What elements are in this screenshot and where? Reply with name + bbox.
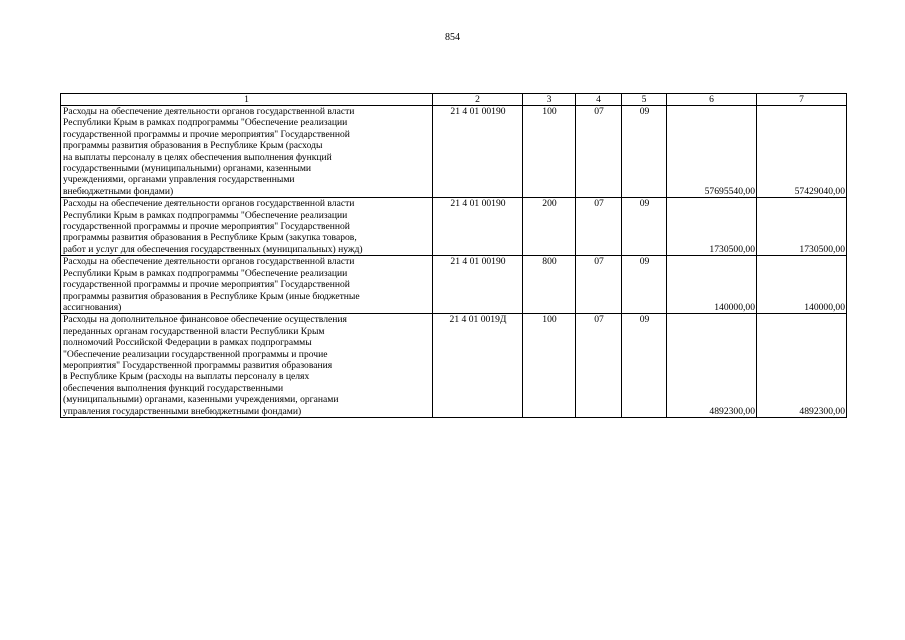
row-code: 21 4 01 00190 [433,256,523,314]
row-col-3: 100 [523,106,576,198]
row-code: 21 4 01 00190 [433,198,523,256]
row-col-3: 800 [523,256,576,314]
description-line: государственной программы и прочие мероприятия" Государственной [63,128,350,140]
row-amount-col-6: 140000,00 [667,256,757,314]
description-line: управления государственными внебюджетными фондами) [63,405,302,417]
description-line: Расходы на обеспечение деятельности органов государственной власти [63,256,355,268]
header-row [61,94,847,106]
header-col-2: 2 [433,94,523,106]
row-code: 21 4 01 00190 [433,106,523,198]
description-line: обеспечения выполнения функций государственными [63,382,284,394]
row-col-5: 09 [622,106,667,198]
description-line: ассигнования) [63,301,122,313]
header-col-6: 6 [667,94,757,106]
row-amount-col-7: 140000,00 [757,256,847,314]
row-col-3: 100 [523,314,576,418]
header-col-4: 4 [576,94,622,106]
description-line: государственной программы и прочие мероприятия" Государственной [63,279,350,291]
description-line: программы развития образования в Республике Крым (расходы [63,140,323,152]
row-col-5: 09 [622,198,667,256]
description-line: на выплаты персоналу в целях обеспечения выполнения функций [63,151,332,163]
row-description [61,256,433,314]
header-col-3: 3 [523,94,576,106]
row-amount-col-7: 1730500,00 [757,198,847,256]
row-col-4: 07 [576,198,622,256]
description-line: Республики Крым в рамках подпрограммы "Обеспечение реализации [63,209,348,221]
header-col-7: 7 [757,94,847,106]
description-line: Республики Крым в рамках подпрограммы "Обеспечение реализации [63,267,348,279]
row-amount-col-7: 57429040,00 [757,106,847,198]
description-line: Расходы на обеспечение деятельности органов государственной власти [63,106,355,117]
row-description [61,314,433,418]
description-line: учреждениями, органами управления государственными [63,174,295,186]
description-line: работ и услуг для обеспечения государственных (муниципальных) нужд) [63,243,363,255]
row-col-5: 09 [622,314,667,418]
row-col-4: 07 [576,314,622,418]
row-col-3: 200 [523,198,576,256]
page-number: 854 [445,32,460,43]
budget-table [60,93,847,418]
row-col-5: 09 [622,256,667,314]
description-line: государственными (муниципальными) органами, казенными [63,163,312,175]
row-amount-col-6: 1730500,00 [667,198,757,256]
row-description [61,198,433,256]
row-amount-col-7: 4892300,00 [757,314,847,418]
description-line: программы развития образования в Республике Крым (закупка товаров, [63,232,357,244]
header-col-5: 5 [622,94,667,106]
description-line: переданных органам государственной власти Республики Крым [63,325,325,337]
description-line: в Республике Крым (расходы на выплаты персоналу в целях [63,371,310,383]
table-row [61,198,847,256]
row-col-4: 07 [576,106,622,198]
row-code: 21 4 01 0019Д [433,314,523,418]
description-line: (муниципальными) органами, казенными учреждениями, органами [63,394,339,406]
description-line: "Обеспечение реализации государственной программы и прочие [63,348,328,360]
description-line: мероприятия" Государственной программы развития образования [63,359,333,371]
description-line: внебюджетными фондами) [63,185,174,197]
row-amount-col-6: 57695540,00 [667,106,757,198]
row-description [61,106,433,198]
description-line: программы развития образования в Республике Крым (иные бюджетные [63,290,360,302]
description-line: полномочий Российской Федерации в рамках подпрограммы [63,337,312,349]
description-line: Расходы на дополнительное финансовое обеспечение осуществления [63,314,347,326]
table-row [61,256,847,314]
table-row [61,314,847,418]
row-amount-col-6: 4892300,00 [667,314,757,418]
description-line: Республики Крым в рамках подпрограммы "Обеспечение реализации [63,117,348,129]
table-row [61,106,847,198]
header-col-1: 1 [61,94,433,106]
row-col-4: 07 [576,256,622,314]
description-line: Расходы на обеспечение деятельности органов государственной власти [63,198,355,210]
description-line: государственной программы и прочие мероприятия" Государственной [63,221,350,233]
